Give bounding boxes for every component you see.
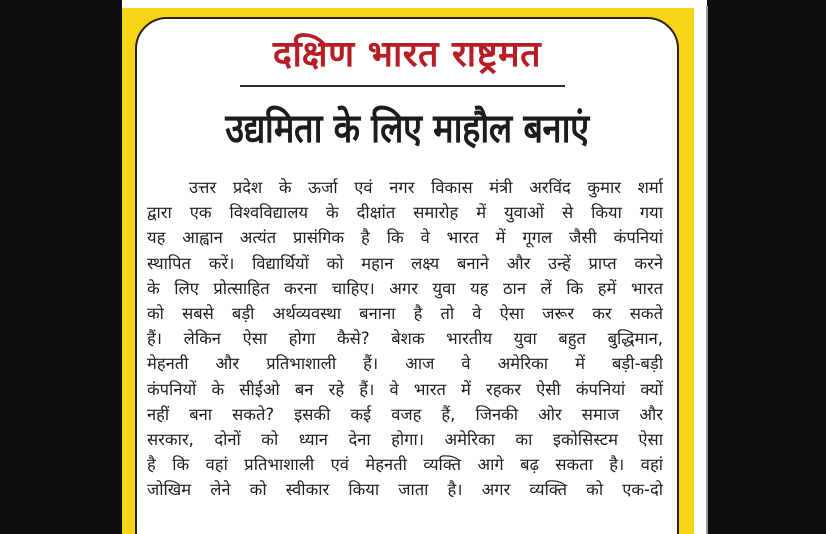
editorial-panel bbox=[135, 17, 679, 534]
article-line: स्थापित करें। विद्यार्थियों को महान लक्ष्य बनाने और उन्हें प्राप्त करने bbox=[147, 253, 663, 273]
article-line: नहीं बना सकते? इसकी कई वजह हैं, जिनकी ओर समाज और bbox=[147, 404, 663, 424]
article-line: यह आह्वान अत्यंत प्रासंगिक है कि वे भारत में गूगल जैसी कंपनियां bbox=[147, 228, 663, 248]
article-line: के लिए प्रोत्साहित करना चाहिए। अगर युवा यह ठान लें कि हमें भारत bbox=[147, 278, 663, 298]
masthead-divider bbox=[240, 85, 565, 87]
page-edge-divider bbox=[706, 6, 708, 534]
article-line: हैं। लेकिन ऐसा होगा कैसे? बेशक भारतीय युवा बहुत बुद्धिमान, bbox=[147, 329, 663, 349]
article-line: को सबसे बड़ी अर्थव्यवस्था बनाना है तो वे ऐसा जरूर कर सकते bbox=[147, 303, 663, 323]
article-body bbox=[147, 175, 663, 502]
article-line: है कि वहां प्रतिभाशाली एवं मेहनती व्यक्ति आगे बढ़ सकता है। वहां bbox=[147, 455, 663, 475]
article-line: द्वारा एक विश्वविद्यालय के दीक्षांत समारोह में युवाओं से किया गया bbox=[147, 203, 663, 223]
article-line: उत्तर प्रदेश के ऊर्जा एवं नगर विकास मंत्री अरविंद कुमार शर्मा bbox=[189, 178, 663, 197]
article-headline: उद्यमिता के लिए माहौल बनाएं bbox=[225, 106, 589, 152]
article-line: जोखिम लेने को स्वीकार किया जाता है। अगर व्यक्ति को एक-दो bbox=[147, 480, 663, 500]
article-line: मेहनती और प्रतिभाशाली हैं। आज वे अमेरिका में बड़ी-बड़ी bbox=[147, 354, 663, 374]
article-line: सरकार, दोनों को ध्यान देना होगा। अमेरिका का इकोसिस्टम ऐसा bbox=[147, 429, 663, 449]
article-line: कंपनियों के सीईओ बन रहे हैं। वे भारत में रहकर ऐसी कंपनियां क्यों bbox=[147, 379, 663, 399]
masthead-title: दक्षिण भारत राष्ट्रमत bbox=[272, 34, 542, 75]
